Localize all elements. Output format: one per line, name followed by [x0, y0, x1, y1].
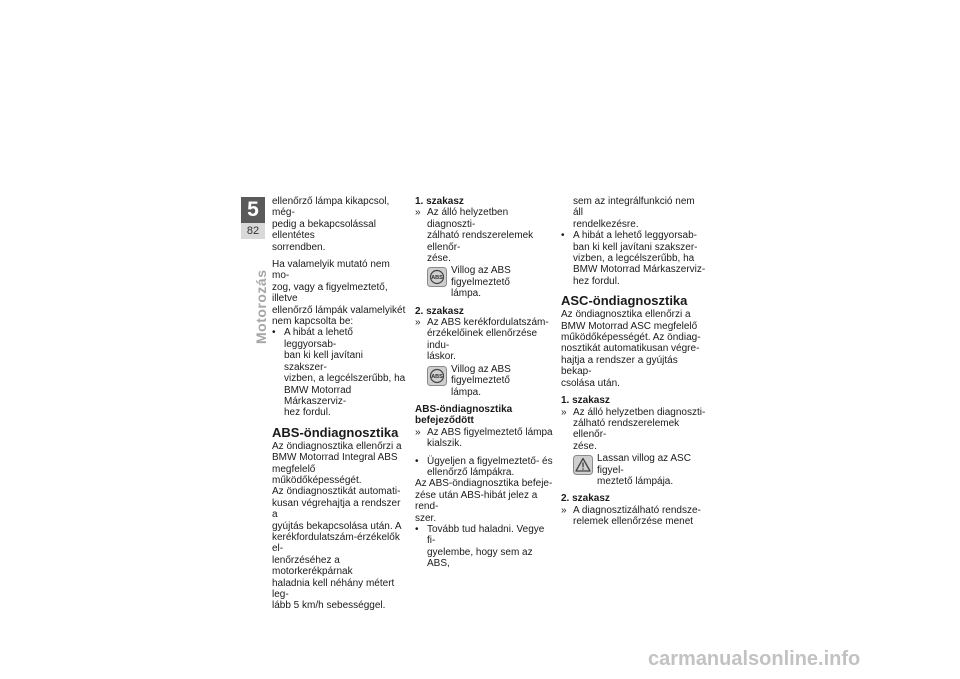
list-item-text: A hibát a lehető leggyorsab- ban ki kell javítani szakszer- vizben, a legcélszerűbb, ha BMW Motorrad Márkaszerviz- hez fordul.	[284, 327, 406, 419]
list-item-text: A hibát a lehető leggyorsab- ban ki kell javítani szakszer- vizben, a legcélszerűbb, ha BMW Motorrad Márkaszerviz- hez fordul.	[573, 230, 706, 287]
step-heading: 2. szakasz	[415, 305, 464, 317]
step-item	[415, 207, 555, 264]
arrow-mark: »	[415, 207, 421, 219]
paragraph: Ha valamelyik mutató nem mo- zog, vagy a figyelmeztető, illetve ellenőrző lámpák valamelyikét nem kapcsolta be:	[272, 259, 406, 328]
abs-icon-text: ABS	[431, 373, 443, 380]
step-item	[415, 427, 555, 450]
asc-warning-triangle-icon	[573, 455, 593, 475]
lamp-note	[415, 364, 555, 398]
list-item	[272, 327, 407, 418]
section-label-wrap	[241, 244, 269, 344]
lamp-text: Lassan villog az ASC figyel- meztető lámpája.	[597, 453, 691, 487]
abs-warning-icon	[427, 267, 447, 287]
abs-icon-text: ABS	[431, 275, 443, 282]
paragraph: ellenőrző lámpa kikapcsol, még- pedig a bekapcsolással ellentétes sorrendben.	[272, 196, 390, 253]
list-item-text: Ügyeljen a figyelmeztető- és ellenőrző lámpákra.	[427, 455, 553, 478]
abs-warning-icon	[427, 366, 447, 386]
step-item	[561, 407, 706, 453]
section-label: Motorozás	[253, 269, 269, 344]
list-item	[561, 230, 706, 287]
step-item	[415, 317, 555, 363]
page-number: 82	[241, 223, 265, 239]
arrow-mark: »	[561, 504, 567, 516]
arrow-mark: »	[415, 317, 421, 329]
list-item	[415, 524, 555, 570]
paragraph: sem az integrálfunkció nem áll rendelkezésre.	[573, 196, 695, 230]
step-text: Az ABS kerékfordulatszám- érzékelőinek ellenőrzése indu- láskor.	[427, 317, 549, 363]
step-text: Az ABS figyelmeztető lámpa kialszik.	[427, 426, 553, 450]
step-item	[561, 505, 706, 528]
done-heading: ABS-öndiagnosztika befejeződött	[415, 403, 513, 427]
step-heading: 2. szakasz	[561, 493, 610, 505]
abs-heading: ABS-öndiagnosztika	[272, 424, 399, 440]
step-text: Az álló helyzetben diagnoszti- zálható rendszerelemek ellenőr- zése.	[573, 406, 706, 452]
step-heading: 1. szakasz	[415, 196, 464, 207]
list-item	[415, 456, 555, 479]
lamp-note	[415, 265, 555, 299]
bullet-mark: •	[561, 230, 565, 242]
paragraph: Az ABS-öndiagnosztika befeje- zése után ABS-hibát jelez a rend- szer.	[415, 478, 553, 524]
step-heading: 1. szakasz	[561, 395, 610, 407]
bullet-mark: •	[415, 455, 419, 467]
column-1	[272, 196, 407, 612]
bullet-mark: •	[272, 327, 276, 339]
arrow-mark: »	[561, 406, 567, 418]
paragraph: Az öndiagnosztika ellenőrzi a BMW Motorrad ASC megfelelő működőképességét. Az öndiag- nosztikát automatikusan végre- hajtja a rendszer a gyújtás bekap- csolása után.	[561, 309, 701, 389]
column-2	[415, 196, 555, 570]
step-text: A diagnosztizálható rendsze- relemek ellenőrzése menet	[573, 504, 701, 528]
asc-heading: ASC-öndiagnosztika	[561, 293, 688, 309]
chapter-tab	[241, 197, 265, 239]
watermark: carmanualsonline.info	[648, 648, 861, 670]
bullet-mark: •	[415, 523, 419, 535]
paragraph: Az öndiagnosztika ellenőrzi a BMW Motorrad Integral ABS megfelelő működőképességét. Az öndiagnosztikát automati- kusan végrehajtja a rendszer a gyújtás bekapcsolása után. A kerékfordulatszám-érzékelők el- lenőrzéséhez a motorkerékpárnak haladnia kell néhány métert leg- lább 5 km/h sebességgel.	[272, 440, 402, 612]
lamp-note	[561, 453, 706, 487]
list-item-text: Tovább tud haladni. Vegye fi- gyelembe, hogy sem az ABS,	[427, 523, 545, 570]
step-text: Az álló helyzetben diagnoszti- zálható rendszerelemek ellenőr- zése.	[427, 207, 534, 265]
chapter-number: 5	[247, 198, 259, 221]
lamp-text: Villog az ABS figyelmeztető lámpa.	[451, 363, 511, 398]
arrow-mark: »	[415, 426, 421, 438]
column-3	[561, 196, 706, 528]
lamp-text: Villog az ABS figyelmeztető lámpa.	[451, 265, 511, 300]
